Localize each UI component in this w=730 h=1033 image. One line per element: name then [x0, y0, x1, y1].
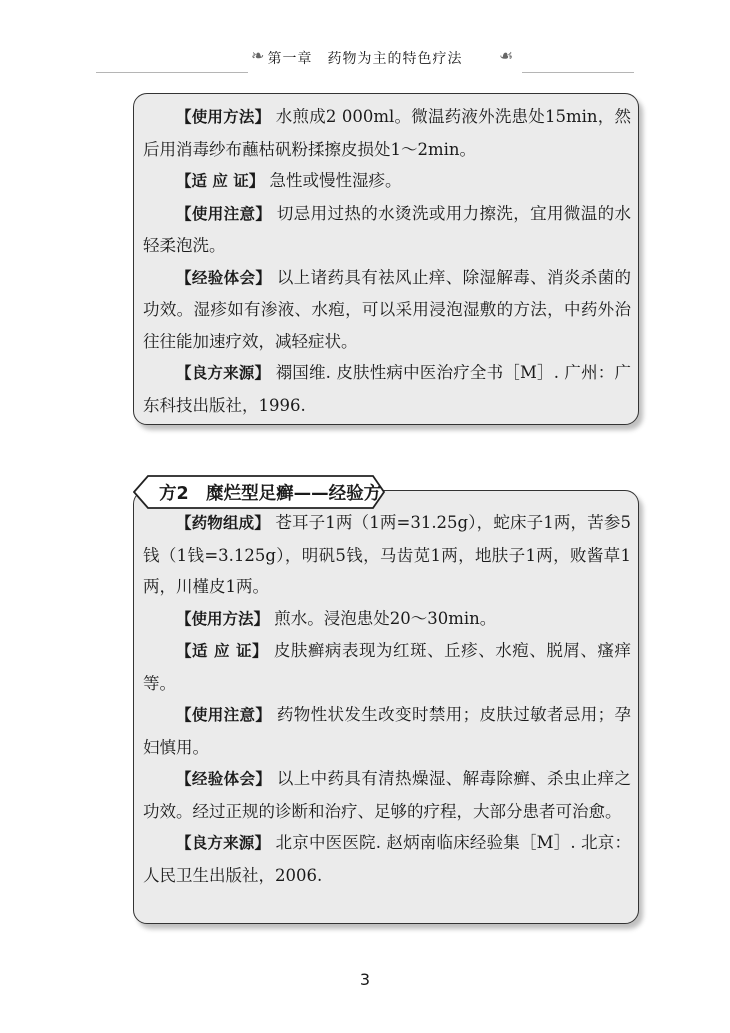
entry-text: 水煎成2 000ml。微温药液外洗患处15min，然后用消毒纱布蘸枯矾粉揉擦皮损处1～2min。 — [143, 107, 631, 159]
ornament-left-icon: ❧ — [251, 46, 265, 65]
entry-usage — [143, 101, 631, 165]
entry-label: 【适 应 证】 — [176, 642, 269, 660]
entry-label: 【良方来源】 — [176, 834, 271, 852]
entry-caution — [143, 699, 631, 763]
entry-label: 【使用方法】 — [176, 609, 270, 628]
entry-source — [143, 827, 631, 891]
entry-label: 【良方来源】 — [176, 364, 271, 382]
recipe-2-heading-tab — [133, 475, 385, 509]
entry-label: 【使用注意】 — [176, 706, 272, 724]
entry-indication — [143, 165, 631, 198]
recipe-1-content — [143, 101, 631, 421]
entry-label: 【使用方法】 — [176, 108, 271, 126]
header-rule-right — [522, 72, 634, 73]
entry-text: 切忌用过热的水烫洗或用力擦洗，宜用微温的水轻柔泡洗。 — [143, 203, 631, 255]
ornament-right-icon: ☙ — [499, 46, 514, 65]
entry-label: 【适 应 证】 — [176, 172, 265, 190]
entry-text: 药物性状发生改变时禁用；皮肤过敏者忌用；孕妇慎用。 — [143, 705, 631, 757]
entry-text: 煎水。浸泡患处20～30min。 — [274, 608, 497, 628]
page-number: 3 — [359, 970, 371, 989]
entry-text: 以上诸药具有祛风止痒、除湿解毒、消炎杀菌的功效。湿疹如有渗液、水疱，可以采用浸泡湿敷的方法，中药外治往往能加速疗效，减轻症状。 — [143, 267, 631, 351]
entry-source — [143, 357, 631, 421]
chapter-title: 第一章 药物为主的特色疗法 — [267, 51, 463, 67]
entry-indication — [143, 635, 631, 699]
entry-text: 禤国维. 皮肤性病中医治疗全书［M］. 广州：广东科技出版社，1996. — [143, 363, 631, 415]
running-header — [0, 44, 730, 74]
entry-label: 【使用注意】 — [176, 204, 272, 223]
recipe-2-content — [143, 507, 631, 891]
entry-text: 以上中药具有清热燥湿、解毒除癣、杀虫止痒之功效。经过正规的诊断和治疗、足够的疗程，大部分患者可治愈。 — [143, 769, 631, 821]
entry-label: 【药物组成】 — [176, 514, 270, 532]
entry-experience — [143, 763, 631, 827]
header-rule-left — [96, 72, 248, 73]
entry-usage — [143, 603, 631, 636]
entry-ingredients — [143, 507, 631, 603]
entry-text: 苍耳子1两（1两=31.25g），蛇床子1两，苦参5钱（1钱=3.125g），明矾5钱，马齿苋1两，地肤子1两，败酱草1两，川槿皮1两。 — [143, 513, 631, 596]
recipe-2-heading: 方2 糜烂型足癣——经验方 — [159, 484, 382, 504]
entry-label: 【经验体会】 — [176, 770, 272, 788]
entry-text: 北京中医医院. 赵炳南临床经验集［M］. 北京：人民卫生出版社，2006. — [143, 833, 631, 885]
entry-text: 皮肤癣病表现为红斑、丘疹、水疱、脱屑、瘙痒等。 — [143, 641, 631, 693]
entry-experience — [143, 262, 631, 358]
entry-label: 【经验体会】 — [176, 268, 272, 287]
entry-text: 急性或慢性湿疹。 — [269, 171, 402, 190]
entry-caution — [143, 198, 631, 262]
